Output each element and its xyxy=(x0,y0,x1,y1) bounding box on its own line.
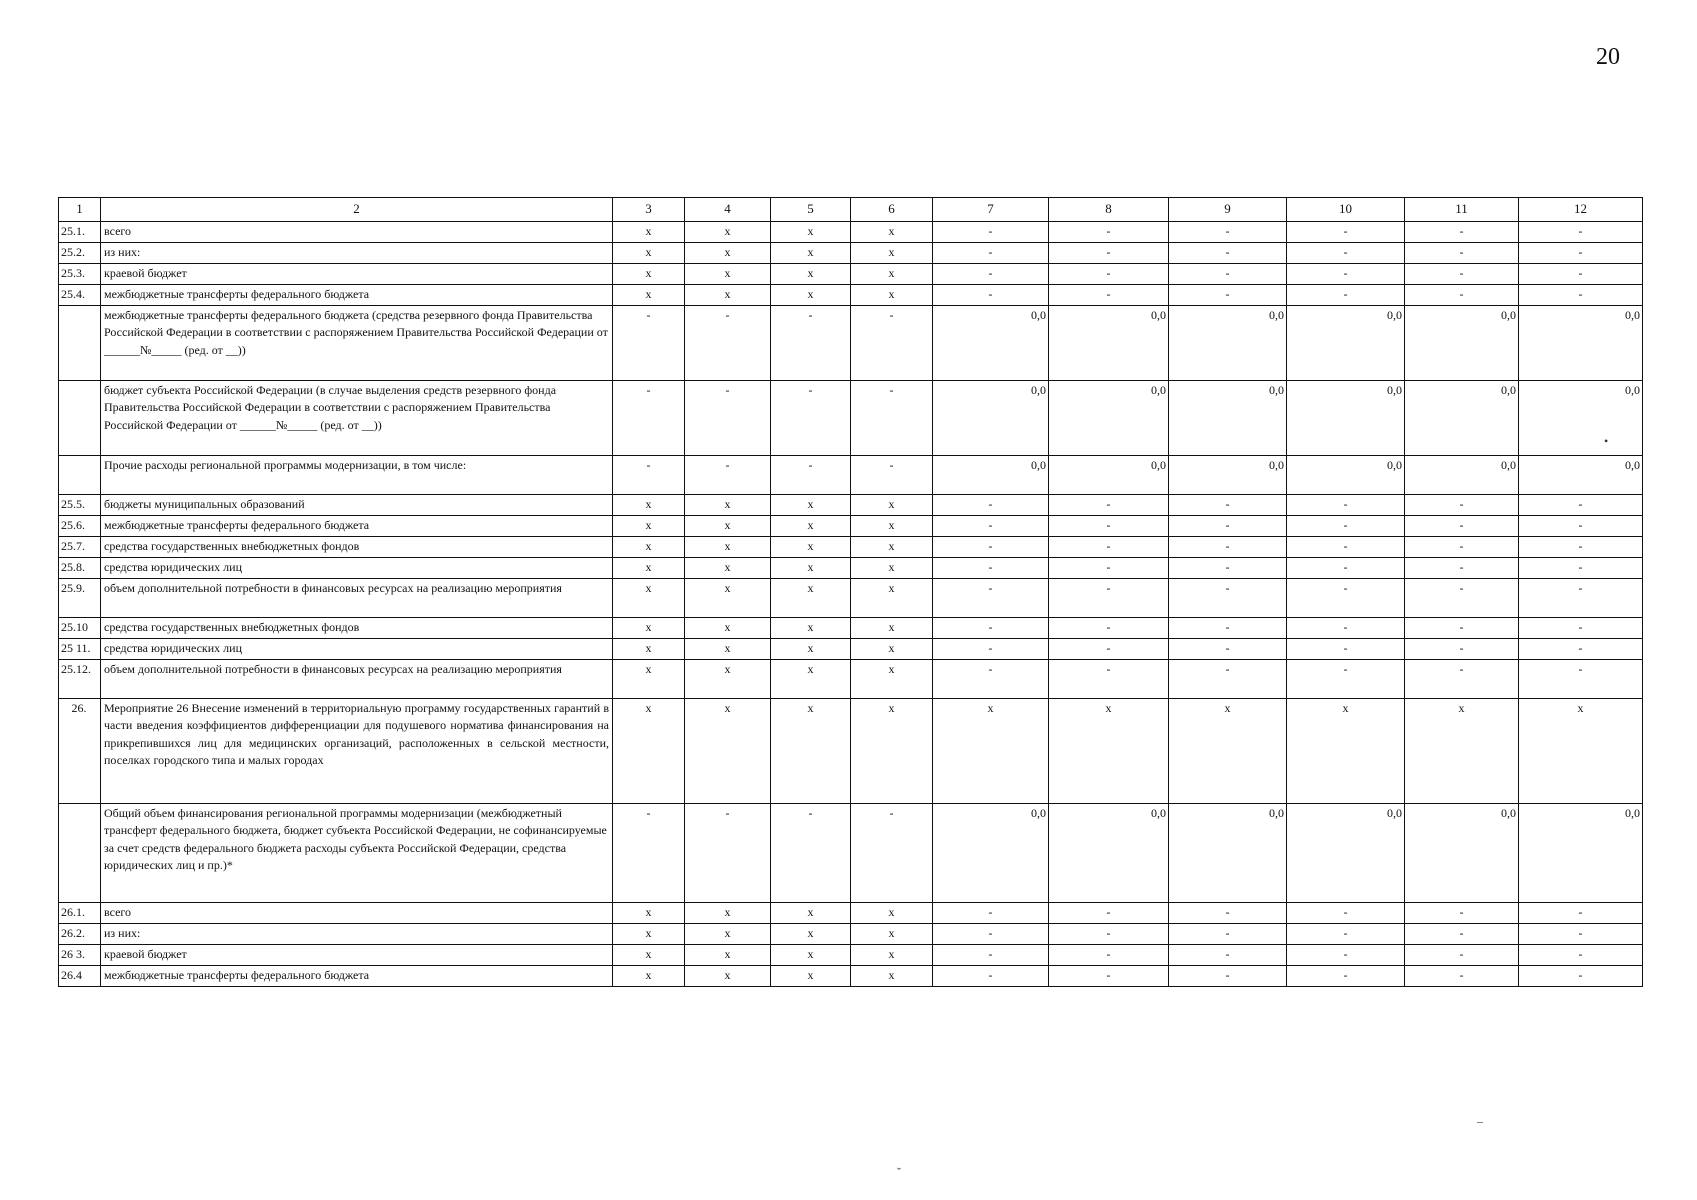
value-cell-col-10: - xyxy=(1287,222,1405,243)
value-cell-col-4: x xyxy=(685,699,771,804)
value-cell-col-5: x xyxy=(771,285,851,306)
table-row xyxy=(59,222,1643,243)
value-cell-col-5: - xyxy=(771,381,851,456)
value-cell-col-5: x xyxy=(771,945,851,966)
value-cell-col-4: - xyxy=(685,381,771,456)
value-cell-col-12: - xyxy=(1519,618,1643,639)
value-cell-col-4: x xyxy=(685,639,771,660)
value-cell-col-4: - xyxy=(685,456,771,495)
value-cell-col-3: x xyxy=(613,285,685,306)
value-cell-col-5: x xyxy=(771,222,851,243)
value-cell-col-7: - xyxy=(933,966,1049,987)
value-cell-col-8: - xyxy=(1049,945,1169,966)
value-cell-col-6: x xyxy=(851,516,933,537)
value-cell-col-10: - xyxy=(1287,558,1405,579)
value-cell-col-8: x xyxy=(1049,699,1169,804)
header-cell: 9 xyxy=(1169,198,1287,222)
value-cell-col-7: 0,0 xyxy=(933,306,1049,381)
value-cell-col-11: - xyxy=(1405,558,1519,579)
row-number-cell: 25.5. xyxy=(59,495,101,516)
value-cell-col-7: - xyxy=(933,579,1049,618)
value-cell-col-10: x xyxy=(1287,699,1405,804)
value-cell-col-6: - xyxy=(851,306,933,381)
value-cell-col-10: - xyxy=(1287,495,1405,516)
row-number-cell: 25.8. xyxy=(59,558,101,579)
value-cell-col-10: - xyxy=(1287,618,1405,639)
value-cell-col-5: x xyxy=(771,660,851,699)
row-number-cell: 25.4. xyxy=(59,285,101,306)
value-cell-col-9: - xyxy=(1169,558,1287,579)
value-cell-col-8: 0,0 xyxy=(1049,306,1169,381)
scan-speck: • xyxy=(1604,434,1609,448)
value-cell-col-7: - xyxy=(933,222,1049,243)
value-cell-col-7: - xyxy=(933,285,1049,306)
value-cell-col-3: - xyxy=(613,456,685,495)
value-cell-col-6: x xyxy=(851,537,933,558)
header-cell: 8 xyxy=(1049,198,1169,222)
page-number: 20 xyxy=(1596,44,1620,70)
value-cell-col-8: 0,0 xyxy=(1049,804,1169,903)
value-cell-col-12: - xyxy=(1519,285,1643,306)
value-cell-col-5: x xyxy=(771,264,851,285)
row-description-cell: межбюджетные трансферты федерального бюджета xyxy=(101,516,613,537)
value-cell-col-5: x xyxy=(771,903,851,924)
value-cell-col-4: x xyxy=(685,516,771,537)
value-cell-col-12: - xyxy=(1519,495,1643,516)
value-cell-col-6: x xyxy=(851,579,933,618)
value-cell-col-12: - xyxy=(1519,222,1643,243)
value-cell-col-7: - xyxy=(933,516,1049,537)
value-cell-col-5: x xyxy=(771,243,851,264)
row-number-cell: 25 11. xyxy=(59,639,101,660)
value-cell-col-8: - xyxy=(1049,558,1169,579)
value-cell-col-5: x xyxy=(771,639,851,660)
value-cell-col-8: - xyxy=(1049,579,1169,618)
value-cell-col-11: 0,0 xyxy=(1405,456,1519,495)
value-cell-col-3: x xyxy=(613,699,685,804)
value-cell-col-8: - xyxy=(1049,222,1169,243)
value-cell-col-10: - xyxy=(1287,264,1405,285)
row-description-cell: всего xyxy=(101,903,613,924)
row-description-cell: из них: xyxy=(101,924,613,945)
row-number-cell: 26.4 xyxy=(59,966,101,987)
value-cell-col-6: x xyxy=(851,243,933,264)
value-cell-col-5: x xyxy=(771,516,851,537)
value-cell-col-9: x xyxy=(1169,699,1287,804)
value-cell-col-10: 0,0 xyxy=(1287,306,1405,381)
value-cell-col-7: 0,0 xyxy=(933,381,1049,456)
value-cell-col-11: - xyxy=(1405,618,1519,639)
row-number-cell xyxy=(59,381,101,456)
value-cell-col-3: x xyxy=(613,537,685,558)
value-cell-col-7: - xyxy=(933,639,1049,660)
value-cell-col-12: - xyxy=(1519,660,1643,699)
header-cell: 1 xyxy=(59,198,101,222)
value-cell-col-3: x xyxy=(613,924,685,945)
value-cell-col-9: 0,0 xyxy=(1169,381,1287,456)
header-cell: 7 xyxy=(933,198,1049,222)
value-cell-col-4: x xyxy=(685,660,771,699)
value-cell-col-10: - xyxy=(1287,924,1405,945)
value-cell-col-11: - xyxy=(1405,903,1519,924)
value-cell-col-8: - xyxy=(1049,924,1169,945)
value-cell-col-8: - xyxy=(1049,516,1169,537)
table-body xyxy=(59,198,1643,987)
value-cell-col-3: - xyxy=(613,804,685,903)
value-cell-col-6: x xyxy=(851,285,933,306)
row-number-cell: 26.1. xyxy=(59,903,101,924)
table-row xyxy=(59,537,1643,558)
table-row xyxy=(59,264,1643,285)
row-description-cell: Прочие расходы региональной программы модернизации, в том числе: xyxy=(101,456,613,495)
table-row xyxy=(59,966,1643,987)
value-cell-col-6: x xyxy=(851,924,933,945)
value-cell-col-4: x xyxy=(685,222,771,243)
row-description-cell: межбюджетные трансферты федерального бюджета xyxy=(101,285,613,306)
value-cell-col-11: - xyxy=(1405,945,1519,966)
value-cell-col-12: - xyxy=(1519,966,1643,987)
value-cell-col-9: 0,0 xyxy=(1169,804,1287,903)
table-row xyxy=(59,660,1643,699)
value-cell-col-11: - xyxy=(1405,966,1519,987)
value-cell-col-10: - xyxy=(1287,516,1405,537)
value-cell-col-9: - xyxy=(1169,264,1287,285)
value-cell-col-7: 0,0 xyxy=(933,804,1049,903)
value-cell-col-3: x xyxy=(613,903,685,924)
value-cell-col-11: - xyxy=(1405,243,1519,264)
value-cell-col-10: 0,0 xyxy=(1287,381,1405,456)
value-cell-col-9: - xyxy=(1169,618,1287,639)
table-row xyxy=(59,639,1643,660)
value-cell-col-8: - xyxy=(1049,243,1169,264)
value-cell-col-7: - xyxy=(933,903,1049,924)
value-cell-col-3: x xyxy=(613,516,685,537)
header-cell: 2 xyxy=(101,198,613,222)
value-cell-col-12: - xyxy=(1519,945,1643,966)
row-number-cell: 25.6. xyxy=(59,516,101,537)
value-cell-col-8: - xyxy=(1049,966,1169,987)
value-cell-col-7: x xyxy=(933,699,1049,804)
table-row xyxy=(59,903,1643,924)
value-cell-col-3: x xyxy=(613,264,685,285)
row-description-cell: объем дополнительной потребности в финансовых ресурсах на реализацию мероприятия xyxy=(101,660,613,699)
value-cell-col-3: - xyxy=(613,306,685,381)
value-cell-col-12: 0,0 xyxy=(1519,381,1643,456)
value-cell-col-9: - xyxy=(1169,924,1287,945)
value-cell-col-6: x xyxy=(851,495,933,516)
value-cell-col-5: - xyxy=(771,456,851,495)
value-cell-col-8: - xyxy=(1049,639,1169,660)
row-number-cell: 26.2. xyxy=(59,924,101,945)
value-cell-col-6: - xyxy=(851,804,933,903)
row-number-cell: 25.7. xyxy=(59,537,101,558)
value-cell-col-4: - xyxy=(685,804,771,903)
value-cell-col-9: - xyxy=(1169,495,1287,516)
row-description-cell: краевой бюджет xyxy=(101,264,613,285)
row-description-cell: краевой бюджет xyxy=(101,945,613,966)
value-cell-col-4: x xyxy=(685,264,771,285)
value-cell-col-10: - xyxy=(1287,243,1405,264)
value-cell-col-10: 0,0 xyxy=(1287,456,1405,495)
value-cell-col-12: - xyxy=(1519,579,1643,618)
value-cell-col-5: x xyxy=(771,495,851,516)
table-row xyxy=(59,306,1643,381)
value-cell-col-7: - xyxy=(933,558,1049,579)
table-row xyxy=(59,495,1643,516)
value-cell-col-6: x xyxy=(851,222,933,243)
header-cell: 3 xyxy=(613,198,685,222)
value-cell-col-11: - xyxy=(1405,660,1519,699)
value-cell-col-10: - xyxy=(1287,966,1405,987)
value-cell-col-5: x xyxy=(771,558,851,579)
value-cell-col-6: x xyxy=(851,945,933,966)
value-cell-col-10: - xyxy=(1287,537,1405,558)
row-description-cell: межбюджетные трансферты федерального бюджета (средства резервного фонда Правительства Российской Федерации в соответствии с распоряжением Правительства Российской Федерации от ______№_____ (ред. от __)) xyxy=(101,306,613,381)
scan-speck: – xyxy=(1477,1114,1483,1128)
value-cell-col-12: x xyxy=(1519,699,1643,804)
value-cell-col-12: 0,0 xyxy=(1519,456,1643,495)
value-cell-col-7: - xyxy=(933,618,1049,639)
header-cell: 11 xyxy=(1405,198,1519,222)
value-cell-col-3: x xyxy=(613,558,685,579)
value-cell-col-7: 0,0 xyxy=(933,456,1049,495)
value-cell-col-4: x xyxy=(685,495,771,516)
value-cell-col-7: - xyxy=(933,537,1049,558)
table-row xyxy=(59,516,1643,537)
value-cell-col-5: x xyxy=(771,966,851,987)
value-cell-col-11: - xyxy=(1405,516,1519,537)
value-cell-col-4: x xyxy=(685,618,771,639)
table-row xyxy=(59,381,1643,456)
row-description-cell: средства государственных внебюджетных фондов xyxy=(101,618,613,639)
value-cell-col-4: - xyxy=(685,306,771,381)
header-cell: 4 xyxy=(685,198,771,222)
value-cell-col-12: - xyxy=(1519,516,1643,537)
value-cell-col-11: - xyxy=(1405,285,1519,306)
value-cell-col-9: - xyxy=(1169,243,1287,264)
value-cell-col-3: - xyxy=(613,381,685,456)
value-cell-col-6: x xyxy=(851,558,933,579)
value-cell-col-11: 0,0 xyxy=(1405,804,1519,903)
value-cell-col-8: 0,0 xyxy=(1049,381,1169,456)
table-row xyxy=(59,558,1643,579)
row-number-cell xyxy=(59,804,101,903)
value-cell-col-7: - xyxy=(933,495,1049,516)
scan-speck: ˇ xyxy=(897,1165,901,1179)
header-cell: 6 xyxy=(851,198,933,222)
value-cell-col-3: x xyxy=(613,618,685,639)
row-number-cell: 25.9. xyxy=(59,579,101,618)
value-cell-col-9: - xyxy=(1169,660,1287,699)
header-row xyxy=(59,198,1643,222)
value-cell-col-8: - xyxy=(1049,495,1169,516)
value-cell-col-11: - xyxy=(1405,222,1519,243)
value-cell-col-4: x xyxy=(685,945,771,966)
value-cell-col-4: x xyxy=(685,903,771,924)
table-row xyxy=(59,699,1643,804)
header-cell: 5 xyxy=(771,198,851,222)
value-cell-col-8: - xyxy=(1049,903,1169,924)
row-description-cell: бюджеты муниципальных образований xyxy=(101,495,613,516)
value-cell-col-4: x xyxy=(685,243,771,264)
row-description-cell: средства юридических лиц xyxy=(101,558,613,579)
row-description-cell: средства юридических лиц xyxy=(101,639,613,660)
value-cell-col-5: x xyxy=(771,579,851,618)
row-description-cell: бюджет субъекта Российской Федерации (в случае выделения средств резервного фонда Правительства Российской Федерации в соответствии с распоряжением Правительства Российской Федерации от ______№_____ (ред. от __)) xyxy=(101,381,613,456)
table-row xyxy=(59,924,1643,945)
value-cell-col-6: - xyxy=(851,456,933,495)
row-number-cell: 25.3. xyxy=(59,264,101,285)
value-cell-col-8: - xyxy=(1049,285,1169,306)
table-row xyxy=(59,456,1643,495)
value-cell-col-10: - xyxy=(1287,903,1405,924)
value-cell-col-8: - xyxy=(1049,537,1169,558)
value-cell-col-10: - xyxy=(1287,639,1405,660)
value-cell-col-10: - xyxy=(1287,579,1405,618)
value-cell-col-9: - xyxy=(1169,537,1287,558)
value-cell-col-11: - xyxy=(1405,495,1519,516)
table-row xyxy=(59,945,1643,966)
value-cell-col-5: x xyxy=(771,924,851,945)
value-cell-col-3: x xyxy=(613,639,685,660)
value-cell-col-12: 0,0 xyxy=(1519,804,1643,903)
value-cell-col-10: - xyxy=(1287,285,1405,306)
value-cell-col-9: 0,0 xyxy=(1169,456,1287,495)
value-cell-col-5: x xyxy=(771,699,851,804)
row-description-cell: объем дополнительной потребности в финансовых ресурсах на реализацию мероприятия xyxy=(101,579,613,618)
value-cell-col-11: - xyxy=(1405,639,1519,660)
value-cell-col-9: - xyxy=(1169,966,1287,987)
row-number-cell: 26. xyxy=(59,699,101,804)
value-cell-col-6: x xyxy=(851,966,933,987)
value-cell-col-3: x xyxy=(613,660,685,699)
value-cell-col-12: - xyxy=(1519,264,1643,285)
value-cell-col-10: - xyxy=(1287,660,1405,699)
value-cell-col-12: - xyxy=(1519,924,1643,945)
value-cell-col-7: - xyxy=(933,264,1049,285)
value-cell-col-5: - xyxy=(771,306,851,381)
value-cell-col-7: - xyxy=(933,243,1049,264)
value-cell-col-8: 0,0 xyxy=(1049,456,1169,495)
value-cell-col-12: - xyxy=(1519,537,1643,558)
value-cell-col-4: x xyxy=(685,579,771,618)
row-description-cell: Общий объем финансирования региональной программы модернизации (межбюджетный трансферт федерального бюджета, бюджет субъекта Российской Федерации, не софинансируемые за счет средств федерального бюджета расходы субъекта Российской Федерации, средства юридических лиц и пр.)* xyxy=(101,804,613,903)
value-cell-col-3: x xyxy=(613,945,685,966)
value-cell-col-9: - xyxy=(1169,222,1287,243)
row-number-cell: 25.1. xyxy=(59,222,101,243)
value-cell-col-5: x xyxy=(771,618,851,639)
value-cell-col-9: - xyxy=(1169,639,1287,660)
value-cell-col-4: x xyxy=(685,558,771,579)
value-cell-col-6: x xyxy=(851,699,933,804)
value-cell-col-8: - xyxy=(1049,660,1169,699)
value-cell-col-11: - xyxy=(1405,579,1519,618)
financing-table xyxy=(58,197,1643,987)
value-cell-col-10: - xyxy=(1287,945,1405,966)
value-cell-col-6: x xyxy=(851,903,933,924)
value-cell-col-9: - xyxy=(1169,903,1287,924)
value-cell-col-3: x xyxy=(613,495,685,516)
header-cell: 12 xyxy=(1519,198,1643,222)
value-cell-col-3: x xyxy=(613,966,685,987)
row-description-cell: всего xyxy=(101,222,613,243)
value-cell-col-11: 0,0 xyxy=(1405,381,1519,456)
value-cell-col-11: - xyxy=(1405,537,1519,558)
value-cell-col-7: - xyxy=(933,945,1049,966)
value-cell-col-12: - xyxy=(1519,639,1643,660)
table-row xyxy=(59,804,1643,903)
value-cell-col-4: x xyxy=(685,537,771,558)
header-cell: 10 xyxy=(1287,198,1405,222)
value-cell-col-12: 0,0 xyxy=(1519,306,1643,381)
row-number-cell xyxy=(59,456,101,495)
value-cell-col-4: x xyxy=(685,924,771,945)
value-cell-col-12: - xyxy=(1519,903,1643,924)
value-cell-col-3: x xyxy=(613,222,685,243)
value-cell-col-9: - xyxy=(1169,945,1287,966)
value-cell-col-9: 0,0 xyxy=(1169,306,1287,381)
table-row xyxy=(59,285,1643,306)
value-cell-col-4: x xyxy=(685,285,771,306)
table-row xyxy=(59,618,1643,639)
value-cell-col-6: x xyxy=(851,618,933,639)
value-cell-col-4: x xyxy=(685,966,771,987)
value-cell-col-9: - xyxy=(1169,516,1287,537)
row-number-cell xyxy=(59,306,101,381)
row-number-cell: 25.10 xyxy=(59,618,101,639)
value-cell-col-10: 0,0 xyxy=(1287,804,1405,903)
value-cell-col-8: - xyxy=(1049,618,1169,639)
value-cell-col-6: x xyxy=(851,660,933,699)
value-cell-col-12: - xyxy=(1519,243,1643,264)
value-cell-col-6: x xyxy=(851,639,933,660)
value-cell-col-11: 0,0 xyxy=(1405,306,1519,381)
value-cell-col-8: - xyxy=(1049,264,1169,285)
value-cell-col-6: - xyxy=(851,381,933,456)
row-number-cell: 25.12. xyxy=(59,660,101,699)
value-cell-col-9: - xyxy=(1169,579,1287,618)
value-cell-col-12: - xyxy=(1519,558,1643,579)
value-cell-col-5: x xyxy=(771,537,851,558)
row-description-cell: межбюджетные трансферты федерального бюджета xyxy=(101,966,613,987)
table-row xyxy=(59,579,1643,618)
value-cell-col-3: x xyxy=(613,243,685,264)
value-cell-col-9: - xyxy=(1169,285,1287,306)
row-description-cell: средства государственных внебюджетных фондов xyxy=(101,537,613,558)
row-description-cell: из них: xyxy=(101,243,613,264)
value-cell-col-11: - xyxy=(1405,924,1519,945)
row-description-cell: Мероприятие 26 Внесение изменений в территориальную программу государственных гарантий в части введения коэффициентов дифференциации для подушевого норматива финансирования на прикрепившихся лиц для медицинских организаций, расположенных в сельской местности, поселках городского типа и малых городах xyxy=(101,699,613,804)
row-number-cell: 26 3. xyxy=(59,945,101,966)
value-cell-col-11: x xyxy=(1405,699,1519,804)
value-cell-col-3: x xyxy=(613,579,685,618)
table-row xyxy=(59,243,1643,264)
value-cell-col-5: - xyxy=(771,804,851,903)
value-cell-col-7: - xyxy=(933,660,1049,699)
value-cell-col-7: - xyxy=(933,924,1049,945)
value-cell-col-11: - xyxy=(1405,264,1519,285)
value-cell-col-6: x xyxy=(851,264,933,285)
row-number-cell: 25.2. xyxy=(59,243,101,264)
